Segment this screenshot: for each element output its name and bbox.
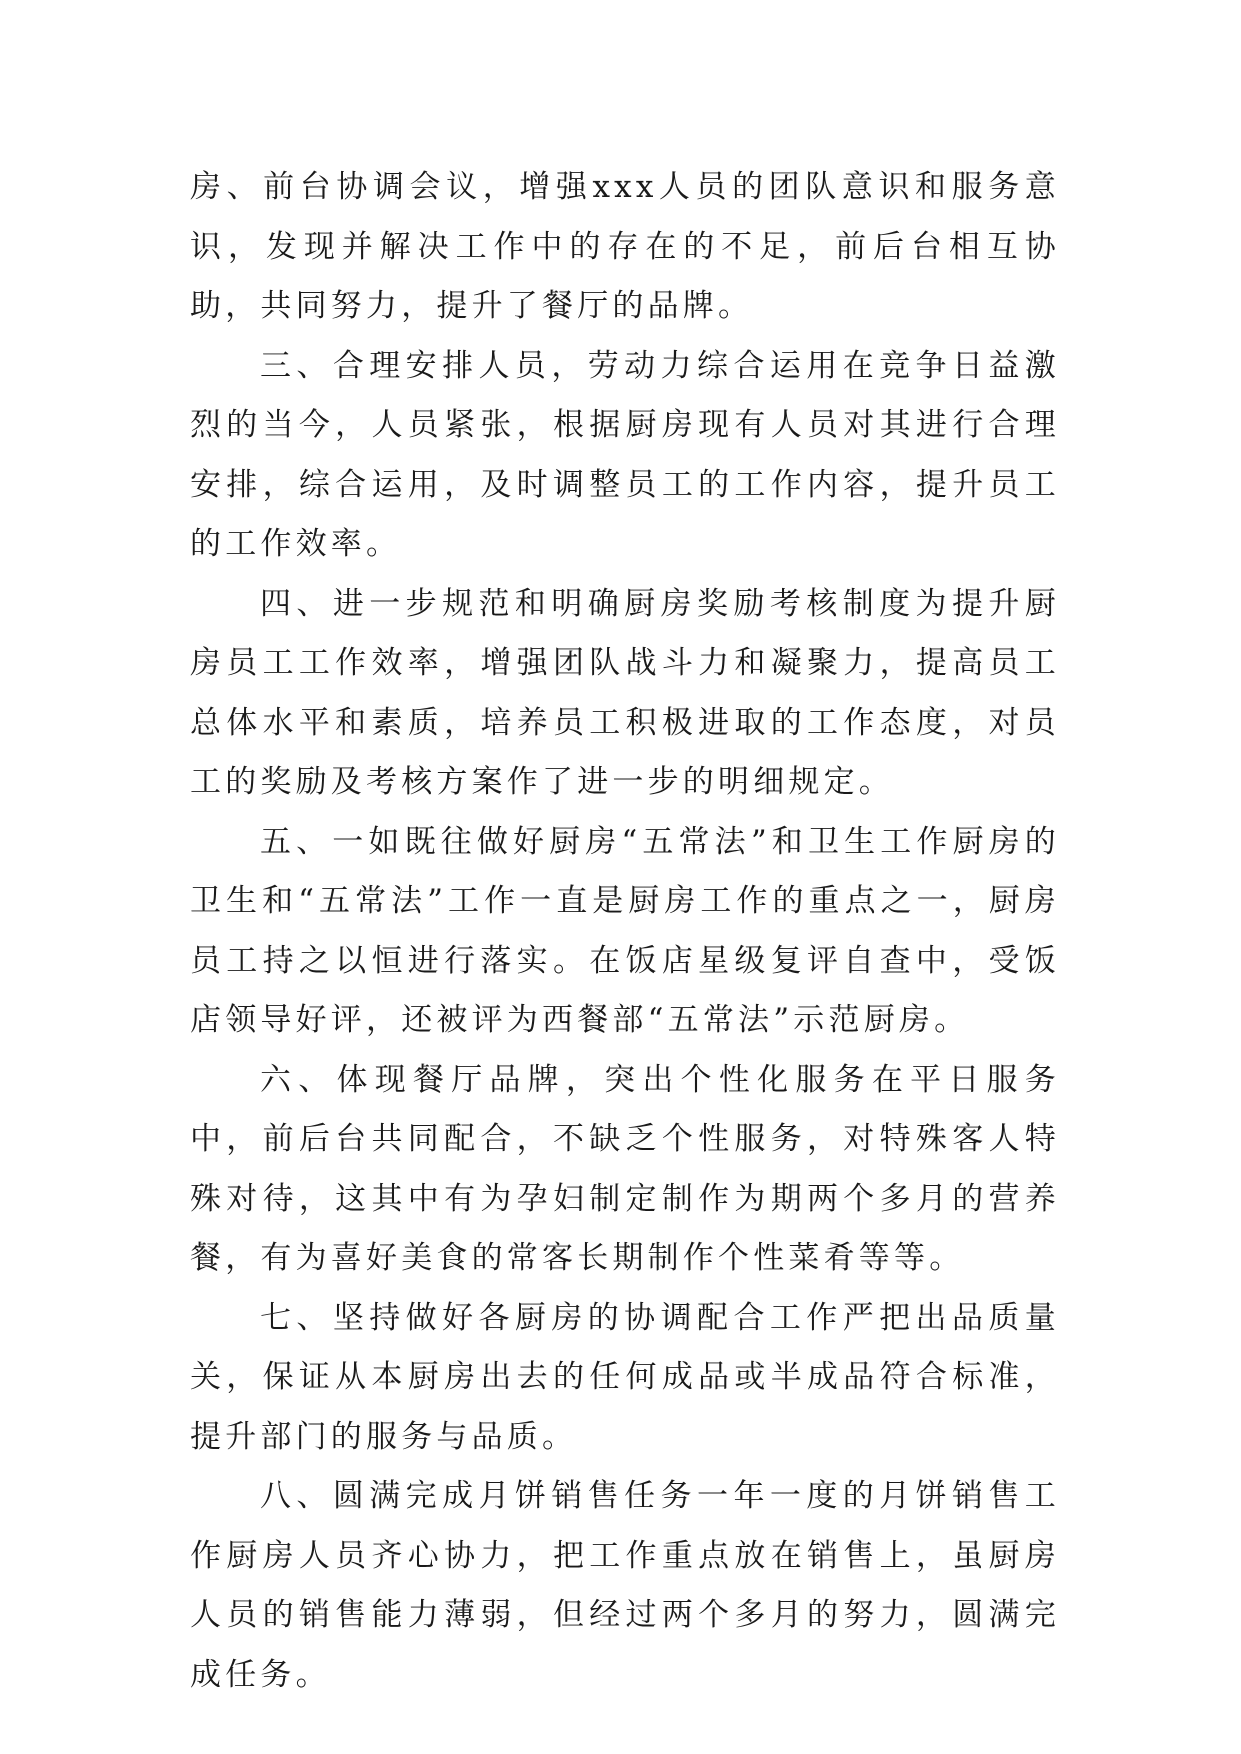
paragraph-section-5: 五、一如既往做好厨房“五常法”和卫生工作厨房的卫生和“五常法”工作一直是厨房工作的重点之一，厨房员工持之以恒进行落实。在饭店星级复评自查中，受饭店领导好评，还被评为西餐部“五常法”示范厨房。 [190,823,1060,1038]
paragraph-section-6: 六、体现餐厅品牌，突出个性化服务在平日服务中，前后台共同配合，不缺乏个性服务，对特殊客人特殊对待，这其中有为孕妇制定制作为期两个多月的营养餐，有为喜好美食的常客长期制作个性菜肴等等。 [190,1061,1060,1276]
paragraph-section-4: 四、进一步规范和明确厨房奖励考核制度为提升厨房员工工作效率，增强团队战斗力和凝聚力，提高员工总体水平和素质，培养员工积极进取的工作态度，对员工的奖励及考核方案作了进一步的明细规定。 [190,585,1060,800]
paragraph-section-8: 八、圆满完成月饼销售任务一年一度的月饼销售工作厨房人员齐心协力，把工作重点放在销售上，虽厨房人员的销售能力薄弱，但经过两个多月的努力，圆满完成任务。 [190,1478,1060,1693]
paragraph-section-7: 七、坚持做好各厨房的协调配合工作严把出品质量关，保证从本厨房出去的任何成品或半成品符合标准，提升部门的服务与品质。 [190,1299,1060,1455]
paragraph-section-3: 三、合理安排人员，劳动力综合运用在竞争日益激烈的当今，人员紧张，根据厨房现有人员对其进行合理安排，综合运用，及时调整员工的工作内容，提升员工的工作效率。 [190,347,1060,562]
document-body [190,158,1060,1705]
paragraph-continued: 房、前台协调会议，增强xxx人员的团队意识和服务意识，发现并解决工作中的存在的不足，前后台相互协助，共同努力，提升了餐厅的品牌。 [190,169,1060,324]
